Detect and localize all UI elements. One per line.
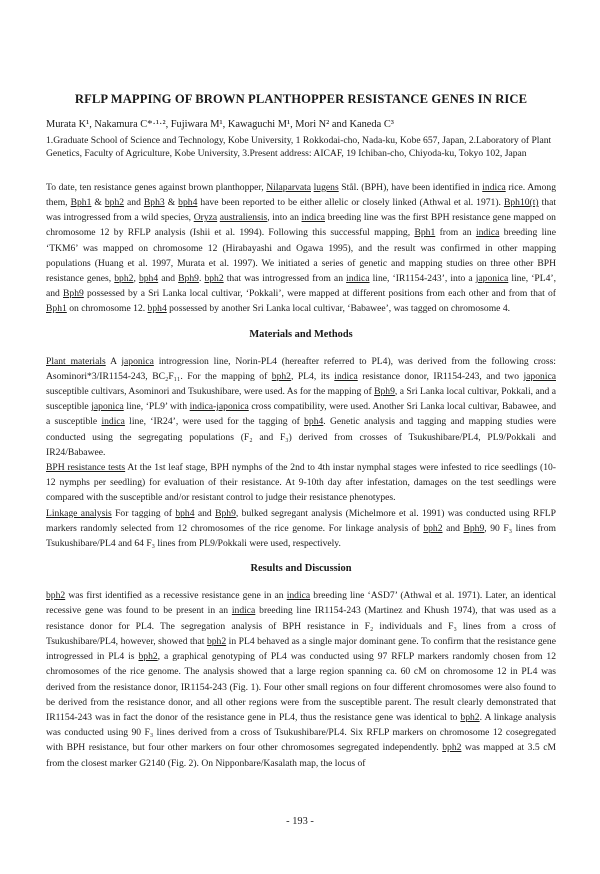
resistance-tests-paragraph: BPH resistance tests At the 1st leaf stage, BPH nymphs of the 2nd to 4th instar nymphal stages were infested to rice seedlings (10-12 nymphs per seedling) for evaluation of their resistance. At 9-10th day after infestation, damages on the test seedlings were compared with the susceptible and/or resistant control to judge their resistance phenotypes. bbox=[46, 462, 557, 504]
page-number: - 193 - bbox=[286, 816, 314, 827]
plant-materials-paragraph: Plant materials A japonica introgression line, Norin-PL4 (hereafter referred to PL4), was derived from the following cross: Asominori*3/IR1154-243, BC₂F₁₁. For the mapping of bph2, PL4, its indica resistance donor, IR1154-243, and two japonica susceptible cultivars, Asominori and Tsukushibare, were used. As for the mapping of Bph9, a Sri Lanka local cultivar, Pokkali, and a susceptible japonica line, ‘PL9’ with indica-japonica cross compatibility, were used. Another Sri Lanka local cultivar, Babawee, and a susceptible indica line, ‘IR24’, were used for the tagging of bph4. Genetic analysis and tagging and mapping studies were conducted using the segregating populations (F₂ and F₃) derived from crosses of Tsukushibare/PL4, PL9/Pokkali and IR24/Babawee. bbox=[46, 355, 557, 458]
affiliations: 1.Graduate School of Science and Technology, Kobe University, 1 Rokkodai-cho, Nada-ku, Kobe 657, Japan, 2.Laboratory of Plant Genetics, Faculty of Agriculture, Kobe University, 3.Present address: AICAF, 19 Ichiban-cho, Chiyoda-ku, Tokyo 102, Japan bbox=[46, 135, 552, 160]
linkage-analysis-paragraph: Linkage analysis For tagging of bph4 and Bph9, bulked segregant analysis (Michelmore et al. 1991) was conducted using RFLP markers randomly selected from 12 chromosomes of the rice genome. For linkage analysis of bph2 and Bph9, 90 F₃ lines from Tsukushibare/PL4 and 64 F₃ lines from PL9/Pokkali were used, respectively. bbox=[46, 507, 556, 550]
intro-paragraph: To date, ten resistance genes against brown planthopper, Nilaparvata lugens Stål. (BPH), have been identified in indica rice. Among them, Bph1 & bph2 and Bph3 & bph4 have been reported to be either allelic or closely linked (Athwal et al. 1971). Bph10(t) that was introgressed from a wild species, Oryza australiensis, into an indica breeding line was the first BPH resistance gene mapped on chromosome 12 by RFLP analysis (Ishii et al. 1994). Following this successful mapping, Bph1 from an indica breeding line ‘TKM6’ was mapped on chromosome 12 (Hirabayashi and Ogawa 1995), and the result was confirmed in other mapping populations (Huang et al. 1997, Murata et al. 1997). We initiated a series of genetic and mapping studies on three other BPH resistance genes, bph2, bph4 and Bph9. bph2 that was introgressed from an indica line, ‘IR1154-243’, into a japonica line, ‘PL4’, and Bph9 possessed by a Sri Lanka local cultivar, ‘Pokkali’, were mapped at different positions from each other and from that of Bph1 on chromosome 12. bph4 possessed by another Sri Lanka local cultivar, ‘Babawee’, was tagged on chromosome 4. bbox=[46, 181, 556, 315]
author-list: Murata K¹, Nakamura C*·¹·², Fujiwara M¹, Kawaguchi M¹, Mori N² and Kaneda C³ bbox=[46, 119, 394, 130]
materials-methods-heading: Materials and Methods bbox=[249, 328, 353, 340]
results-paragraph: bph2 was first identified as a recessive resistance gene in an indica breeding line ‘ASD7’ (Athwal et al. 1971). Later, an identical recessive gene was found to be present in an indica breeding line IR1154-243 (Martinez and Khush 1974), that was used as a resistance donor for PL4. The segregation analysis of BPH resistance in F₂ individuals and F₃ lines from a cross of Tsukushibare/PL4, however, showed that bph2 in PL4 behaved as a single major dominant gene. To confirm that the resistance gene introgressed in PL4 is bph2, a graphical genotyping of PL4 was conducted using 97 RFLP markers randomly chosen from 12 chromosomes of the rice genome. The analysis showed that a large region spanning ca. 60 cM on chromosome 12 in PL4 was derived from the resistance donor, IR1154-243 (Fig. 1). Four other small regions on four different chromosomes were also found to be derived from the resistance donor, and all other regions were from the susceptible parent. The result clearly demonstrated that IR1154-243 was in fact the donor of the resistance gene in PL4, thus the resistance gene was identical to bph2. A linkage analysis was conducted using 90 F₃ lines derived from a cross of Tsukushibare/PL4. Six RFLP markers on chromosome 12 cosegregated with BPH resistance, but four other markers on four other chromosomes segregated independently. bph2 was mapped at 3.5 cM from the closest marker G2140 (Fig. 2). On Nipponbare/Kasalath map, the locus of bbox=[46, 590, 557, 769]
results-discussion-heading: Results and Discussion bbox=[250, 563, 352, 575]
paper-title: RFLP MAPPING OF BROWN PLANTHOPPER RESISTANCE GENES IN RICE bbox=[74, 92, 528, 106]
